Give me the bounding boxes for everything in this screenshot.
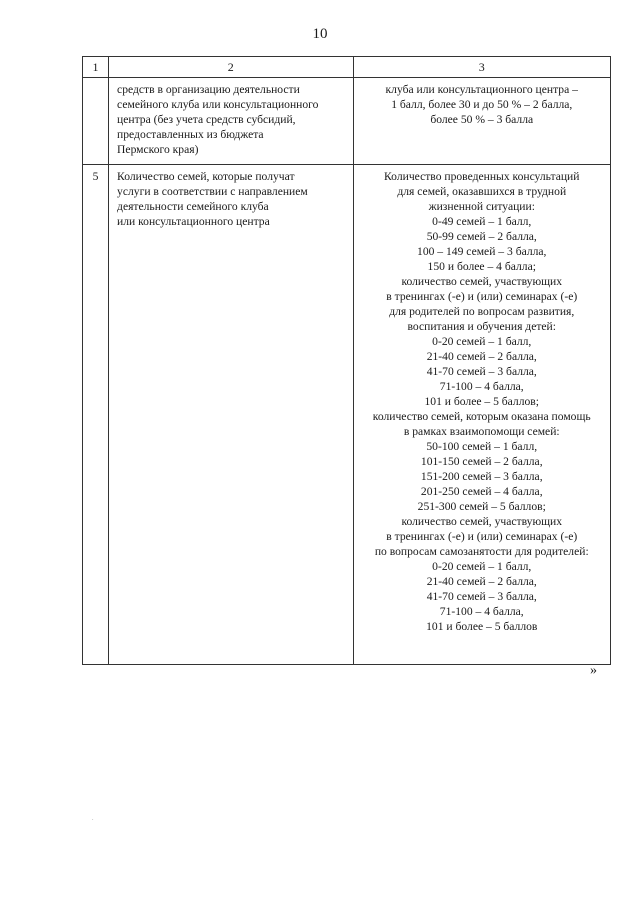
scoring-line: 71-100 – 4 балла, (439, 605, 524, 618)
scoring-line: 1 балл, более 30 и до 50 % – 2 балла, (391, 98, 573, 111)
criterion-cell (109, 78, 353, 165)
criteria-table (82, 56, 611, 665)
scoring-line: 0-20 семей – 1 балл, (432, 560, 532, 573)
scoring-line: по вопросам самозанятости для родителей: (374, 545, 589, 558)
scoring-cell (353, 78, 611, 165)
table-row (83, 165, 611, 665)
scoring-line: 101 и более – 5 баллов (426, 620, 538, 633)
scoring-line: 41-70 семей – 3 балла, (426, 590, 537, 603)
criterion-line: услуги в соответствии с направлением (117, 185, 308, 198)
table-header-row (83, 57, 611, 78)
scoring-cell (353, 165, 611, 665)
criterion-line: центра (без учета средств субсидий, (117, 113, 296, 126)
column-header-1: 1 (83, 57, 109, 78)
scoring-line: воспитания и обучения детей: (407, 320, 556, 333)
column-header-3: 3 (353, 57, 611, 78)
scoring-line: 151-200 семей – 3 балла, (420, 470, 543, 483)
scoring-line: 41-70 семей – 3 балла, (426, 365, 537, 378)
criterion-line: предоставленных из бюджета (117, 128, 264, 141)
scoring-line: жизненной ситуации: (428, 200, 535, 213)
scoring-line: количество семей, участвующих (401, 275, 563, 288)
scoring-line: 50-100 семей – 1 балл, (426, 440, 538, 453)
scoring-line: 71-100 – 4 балла, (439, 380, 524, 393)
criterion-cell (109, 165, 353, 665)
scoring-line: в рамках взаимопомощи семей: (403, 425, 560, 438)
criterion-line: Количество семей, которые получат (117, 170, 295, 183)
scoring-line: 251-300 семей – 5 баллов; (417, 500, 546, 513)
scoring-line: 21-40 семей – 2 балла, (426, 350, 537, 363)
scan-speck: . (92, 816, 94, 822)
scoring-line: 100 – 149 семей – 3 балла, (417, 245, 547, 258)
scoring-line: клуба или консультационного центра – (385, 83, 578, 96)
scoring-line: 150 и более – 4 балла; (427, 260, 536, 273)
scoring-line: в тренингах (-е) и (или) семинарах (-е) (386, 530, 578, 543)
scoring-line: 101 и более – 5 баллов; (424, 395, 539, 408)
scoring-line: 21-40 семей – 2 балла, (426, 575, 537, 588)
scoring-line: Количество проведенных консультаций (384, 170, 580, 183)
scoring-line: в тренингах (-е) и (или) семинарах (-е) (386, 290, 578, 303)
scoring-line: количество семей, которым оказана помощь (372, 410, 591, 423)
table-row (83, 78, 611, 165)
row-number-cell (83, 78, 109, 165)
criterion-line: Пермского края) (117, 143, 199, 156)
row-number-cell: 5 (83, 165, 109, 665)
scoring-line: 0-49 семей – 1 балл, (432, 215, 532, 228)
scoring-line: для семей, оказавшихся в трудной (397, 185, 567, 198)
criterion-line: деятельности семейного клуба (117, 200, 269, 213)
column-header-2: 2 (109, 57, 353, 78)
scoring-line: 101-150 семей – 2 балла, (420, 455, 543, 468)
scoring-line: 50-99 семей – 2 балла, (426, 230, 537, 243)
scoring-line: более 50 % – 3 балла (430, 113, 534, 126)
criterion-line: или консультационного центра (117, 215, 270, 228)
criterion-line: средств в организацию деятельности (117, 83, 300, 96)
scoring-line: 201-250 семей – 4 балла, (420, 485, 543, 498)
page-number: 10 (312, 26, 328, 42)
closing-quote-mark: » (590, 663, 597, 678)
scoring-line: для родителей по вопросам развития, (389, 305, 575, 318)
criterion-line: семейного клуба или консультационного (117, 98, 319, 111)
scoring-line: количество семей, участвующих (401, 515, 563, 528)
scoring-line: 0-20 семей – 1 балл, (432, 335, 532, 348)
